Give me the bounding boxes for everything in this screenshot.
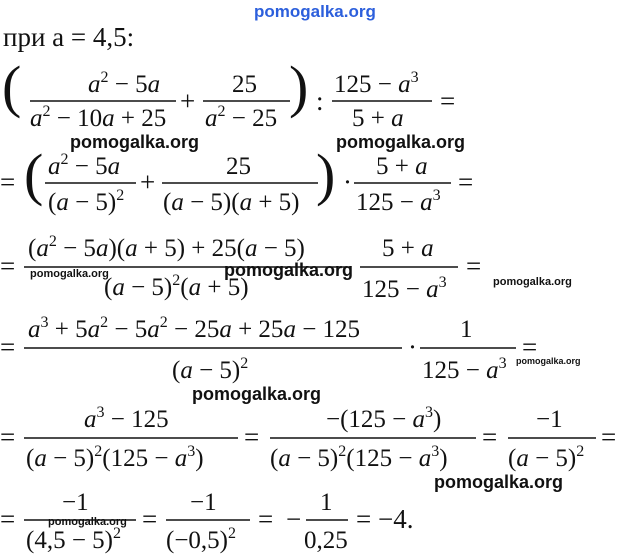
minus-sign: −	[286, 504, 302, 534]
multiply-sign: ·	[343, 167, 352, 197]
denominator: 0,25	[304, 527, 348, 554]
denominator: $125 - a^3$	[362, 274, 447, 303]
equals-sign: =	[458, 167, 474, 197]
denominator: $125 - a^3$	[356, 187, 441, 216]
denominator: $a^2 - 25$	[205, 103, 278, 132]
numerator: 1	[460, 316, 473, 343]
line-3	[0, 233, 481, 303]
result-text: = −4.	[356, 504, 414, 534]
denominator: $(a - 5)^2(a + 5)$	[104, 272, 249, 301]
denominator: $125 - a^3$	[422, 355, 507, 384]
numerator: 5 + a	[376, 153, 428, 180]
equals-sign: =	[0, 167, 16, 197]
equals-sign: =	[0, 504, 16, 534]
plus-sign: +	[140, 167, 156, 197]
paren-close: )	[316, 142, 336, 207]
numerator: 5 + a	[382, 235, 434, 262]
numerator: $125 - a^3$	[334, 69, 419, 98]
plus-sign: +	[180, 86, 196, 116]
equals-sign: =	[601, 422, 617, 452]
denominator: $(-0,5)^2$	[166, 525, 236, 554]
numerator: 25	[226, 153, 251, 180]
watermark: pomogalka.org	[493, 276, 572, 288]
denominator: $(4,5 - 5)^2$	[26, 525, 121, 554]
watermark: pomogalka.org	[336, 132, 466, 152]
watermark: pomogalka.org	[48, 516, 127, 528]
numerator: −1	[536, 406, 563, 433]
denominator: $(a - 5)^2$	[48, 187, 125, 216]
numerator: $a^3 - 125$	[84, 404, 169, 433]
equals-sign: =	[0, 422, 16, 452]
equals-sign: =	[466, 251, 482, 281]
numerator: $a^3 + 5a^2 - 5a^2 - 25a + 25a - 125$	[28, 314, 361, 343]
numerator: $a^2 - 5a$	[88, 69, 161, 98]
line-1	[2, 54, 455, 132]
numerator: −1	[190, 489, 217, 516]
equals-sign: =	[482, 422, 498, 452]
equals-sign: =	[0, 251, 16, 281]
line-2	[0, 142, 473, 216]
denominator: $(a - 5)^2$	[172, 355, 249, 384]
watermark: pomogalka.org	[434, 472, 564, 492]
denominator: 5 + a	[352, 105, 404, 132]
equals-sign: =	[244, 422, 260, 452]
paren-close: )	[289, 54, 309, 119]
numerator: 25	[232, 71, 257, 98]
equals-sign: =	[142, 504, 158, 534]
paren-open: (	[24, 142, 44, 207]
denominator: $(a - 5)^2$	[508, 443, 585, 472]
intro-text: при a = 4,5:	[3, 22, 135, 52]
numerator: 1	[320, 489, 333, 516]
equals-sign: =	[258, 504, 274, 534]
paren-open: (	[2, 54, 22, 119]
watermark: pomogalka.org	[516, 356, 581, 366]
watermark: pomogalka.org	[70, 132, 200, 152]
numerator: −1	[62, 489, 89, 516]
watermark: pomogalka.org	[192, 384, 322, 404]
watermark: pomogalka.org	[30, 268, 109, 280]
denominator: $a^2 - 10a + 25$	[30, 103, 167, 132]
equals-sign: =	[440, 86, 456, 116]
multiply-sign: ·	[408, 332, 417, 362]
denominator: (a − 5)(a + 5)	[163, 189, 300, 216]
numerator: $-(125 - a^3)$	[326, 404, 442, 433]
denominator: $(a - 5)^2(125 - a^3)$	[26, 443, 204, 472]
watermark: pomogalka.org	[224, 260, 354, 280]
line-5	[0, 404, 616, 472]
numerator: $(a^2 - 5a)(a + 5) + 25(a - 5)$	[28, 233, 305, 262]
watermark-top: pomogalka.org	[254, 2, 376, 21]
denominator: $(a - 5)^2(125 - a^3)$	[270, 443, 448, 472]
line-6	[0, 489, 413, 554]
line-4	[0, 314, 537, 384]
numerator: $a^2 - 5a$	[48, 151, 121, 180]
equals-sign: =	[522, 332, 538, 362]
divide-sign: :	[316, 86, 324, 116]
equals-sign: =	[0, 332, 16, 362]
